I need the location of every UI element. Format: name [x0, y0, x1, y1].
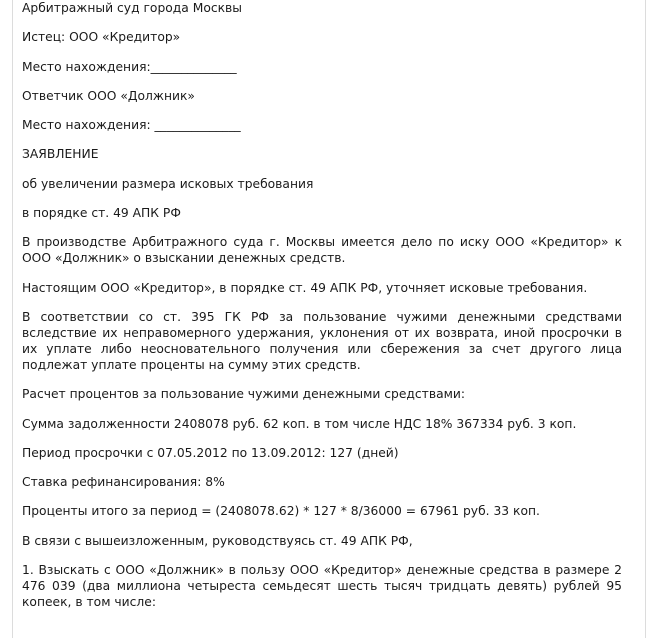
- paragraph-conclusion: В связи с вышеизложенным, руководствуясь ст. 49 АПК РФ,: [22, 533, 413, 548]
- plaintiff-line: Истец: ООО «Кредитор»: [22, 30, 181, 45]
- defendant-line: Ответчик ООО «Должник»: [22, 88, 195, 103]
- paragraph-overdue-period: Период просрочки с 07.05.2012 по 13.09.2012: 127 (дней): [22, 445, 399, 460]
- paragraph-legal-basis: В соответствии со ст. 395 ГК РФ за пользование чужими денежными средствами вследствие их неправомерного удержания, уклонения от их возврата, иной просрочки в их уплате либо неосновательного получения или сбережения за счет другого лица подлежат уплате проценты на сумму этих средств.: [22, 309, 622, 372]
- paragraph-calc-heading: Расчет процентов за пользование чужими денежными средствами:: [22, 387, 466, 402]
- paragraph-case-info: В производстве Арбитражного суда г. Москвы имеется дело по иску ООО «Кредитор» к ООО «Должник» о взыскании денежных средств.: [22, 235, 622, 266]
- paragraph-clarification: Настоящим ООО «Кредитор», в порядке ст. 49 АПК РФ, уточняет исковые требования.: [22, 280, 588, 295]
- defendant-location-line: Место нахождения: ______________: [22, 118, 241, 133]
- document-title: ЗАЯВЛЕНИЕ: [22, 147, 99, 162]
- document-body: [22, 0, 622, 623]
- paragraph-claim-item-1: 1. Взыскать с ООО «Должник» в пользу ООО «Кредитор» денежные средства в размере 2 476 039 (два миллиона четыреста семьдесят шесть тысяч тридцать девять) рублей 95 копеек, в том числе:: [22, 563, 622, 610]
- paragraph-refinancing-rate: Ставка рефинансирования: 8%: [22, 475, 225, 490]
- plaintiff-location-line: Место нахождения:______________: [22, 59, 237, 74]
- paragraph-interest-total: Проценты итого за период = (2408078.62) * 127 * 8/36000 = 67961 руб. 33 коп.: [22, 504, 540, 519]
- court-name: Арбитражный суд города Москвы: [22, 1, 243, 15]
- document-subtitle-basis: в порядке ст. 49 АПК РФ: [22, 206, 181, 221]
- document-subtitle: об увеличении размера исковых требования: [22, 176, 314, 191]
- paragraph-debt-amount: Сумма задолженности 2408078 руб. 62 коп. в том числе НДС 18% 367334 руб. 3 коп.: [22, 416, 577, 431]
